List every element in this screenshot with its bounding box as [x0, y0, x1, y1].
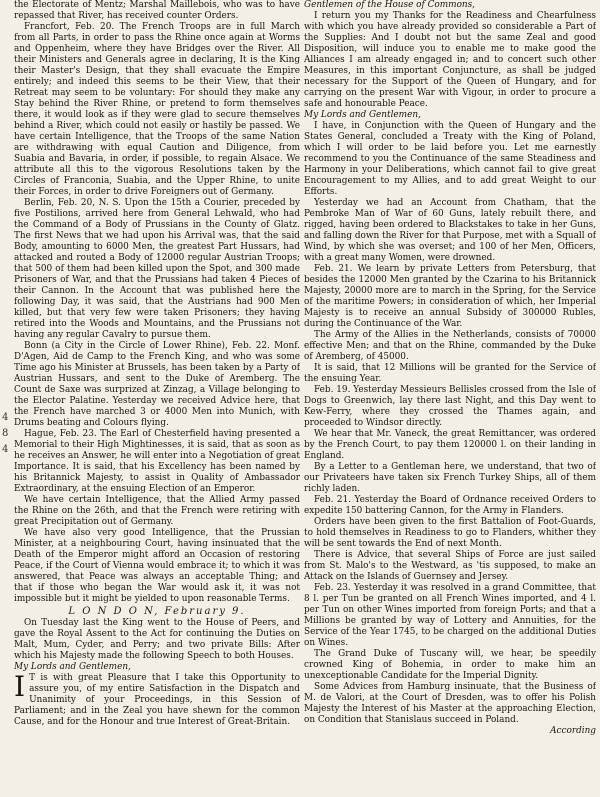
paragraph: Feb. 19. Yesterday Messieurs Bellisles crossed from the Isle of Dogs to Greenwich, lay there last Night, and this Day went to Kew-Ferry, where they crossed the Thames again, and proceeded to Windsor directly. [304, 385, 596, 428]
paragraph: Berlin, Feb. 20, N. S. Upon the 15th a Courier, preceded by five Postilions, arrived here from General Lehwald, who had the Command of a Body of Prussians in the County of Glatz. The first News that we had upon his Arrival was, that the said Body, amounting to 6000 Men, the greatest Part Hussars, had attacked and routed a Body of 12000 regular Austrian Troops; that 500 of them had been killed upon the Spot, and 300 made Prisoners of War, and that the Prussians had taken 4 Pieces of their Cannon. In the Account that was published here the following Day, it was said, that the Austrians had 900 Men killed, but that very few were taken Prisoners; they having retired into the Woods and Mountains, and the Prussians not having any regular Cavalry to pursue them. [14, 198, 300, 340]
catchword: According [550, 726, 596, 736]
paragraph: The Army of the Allies in the Netherlands, consists of 70000 effective Men; and that on the Rhine, commanded by the Duke of Aremberg, of 45000. [304, 330, 596, 362]
right-column [304, 0, 596, 791]
paragraph: Feb. 21. Yesterday the Board of Ordnance received Orders to expedite 150 battering Cannon, for the Army in Flanders. [304, 495, 596, 516]
paragraph: The Grand Duke of Tuscany will, we hear, be speedily crowned King of Bohemia, in order to make him an unexceptionable Candidate for the Imperial Dignity. [304, 649, 596, 681]
salutation: Gentlemen of the House of Commons, [304, 0, 475, 10]
paragraph: Feb. 23. Yesterday it was resolved in a grand Committee, that 8 l. per Tun be granted on all French Wines imported, and 4 l. per Tun on other Wines imported from foreign Ports; and that a Millions be granted by way of Lottery and Annuities, for the Service of the Year 1745, to be charged on the additional Duties on Wines. [304, 583, 596, 648]
paragraph: On Tuesday last the King went to the House of Peers, and gave the Royal Assent to the Act for continuing the Duties on Malt, Mum, Cyder, and Perry; and two private Bills: After which his Majesty made the following Speech to both Houses. [14, 618, 300, 661]
paragraph: Some Advices from Hamburg insinuate, that the Business of M. de Valori, at the Court of Dresden, was to offer his Polish Majesty the Interest of his Master at the approaching Election, on Condition that Stanislaus succeed in Poland. [304, 682, 596, 725]
paragraph: Bonn (a City in the Circle of Lower Rhine), Feb. 22. Monf. D'Agen, Aid de Camp to the French King, and who was some Time ago his Minister at Brussels, has been taken by a Party of Austrian Hussars, and sent to the Duke of Aremberg. The Count de Saxe was surprized at Zinzag, a Village belonging to the Elector Palatine. Yesterday we received Advice here, that the French have marched 3 or 4000 Men into Munich, with Drums beating and Colours flying. [14, 341, 300, 428]
paragraph: We hear that Mr. Vaneck, the great Remittancer, was ordered by the French Court, to pay them 120000 l. on their landing in England. [304, 429, 596, 461]
paragraph [14, 670, 300, 728]
section-heading: L O N D O N, February 9. [68, 606, 246, 617]
paragraph: Feb. 21. We learn by private Letters from Petersburg, that besides the 12000 Men granted by the Czarina to his Britannick Majesty, 20000 more are to march in the Spring, for the Service of the maritime Powers; in consideration of which, her Imperial Majesty is to receive an annual Subsidy of 300000 Rubles, during the Continuance of the War. [304, 264, 596, 329]
paragraph: We have also very good Intelligence, that the Prussian Minister, at a neighbouring Court, having insinuated that the Death of the Emperor might afford an Occasion of restoring Peace, if the Court of Vienna would embrace it; to which it was answered, that Peace was always an acceptable Thing; and that if those who began the War would ask it, it was not impossible but it might be yielded to upon reasonable Terms. [14, 528, 300, 604]
paragraph: I have, in Conjunction with the Queen of Hungary and the States General, concluded a Treaty with the King of Poland, which I will order to be laid before you. Let me earnestly recommend to you the Continuance of the same Steadiness and Harmony in your Deliberations, which cannot fail to give great Encouragement to my Allies, and to add great Weight to our Efforts. [304, 121, 596, 197]
paragraph: We have certain Intelligence, that the Allied Army passed the Rhine on the 26th, and that the French were retiring with great Precipitation out of Germany. [14, 495, 300, 527]
paragraph: There is Advice, that several Ships of Force are just sailed from St. Malo's to the Westward, as 'tis supposed, to make an Attack on the Islands of Guernsey and Jersey. [304, 550, 596, 582]
left-column [14, 0, 300, 791]
paragraph: Hague, Feb. 23. The Earl of Chesterfield having presented a Memorial to their High Mightinesses, it is said, that as soon as he receives an Answer, he will enter into a Negotiation of great Importance. It is said, that his Excellency has been named by his Britannick Majesty, to assist in Quality of Ambassador Extraordinary, at the ensuing Election of an Emperor. [14, 429, 300, 494]
paragraph-text: T is with great Pleasure that I take this Opportunity to assure you, of my entire Satisfaction in the Dispatch and Unanimity of your Proceedings, in this Session of Parliament; and in the Zeal you have shewn for the common Cause, and for the Honour and true Interest of Great-Britain. [14, 673, 300, 727]
drop-cap: I [14, 670, 26, 703]
paragraph: Francfort, Feb. 20. The French Troops are in full March from all Parts, in order to pass the Rhine once again at Worms and Oppenheim, where they have Bridges over the River. All their Ministers and Generals agree in declaring, It is the King their Master's Design, that they shall evacuate the Empire entirely; and indeed this seems to be their View, that their Retreat may seem to be voluntary: For should they make any Stay behind the River Rhine, or pretend to form themselves there, it would look as if they were glad to secure themselves behind a River, which could not easily or hastily be passed. We have certain Intelligence, that the Troops of the same Nation are withdrawing with equal Caution and Diligence, from Suabia and Bavaria, in order, if possible, to regain Alsace. We attribute all this to the vigorous Resolutions taken by the Circles of Franconia, Suabia, and the Upper Rhine, to unite their Forces, in order to drive Foreigners out of Germany. [14, 22, 300, 197]
paragraph: By a Letter to a Gentleman here, we understand, that two of our Privateers have taken six French Turkey Ships, all of them richly laden. [304, 462, 596, 494]
salutation: My Lords and Gentlemen, [14, 662, 131, 672]
paragraph: Orders have been given to the first Battalion of Foot-Guards, to hold themselves in Readiness to go to Flanders, whither they will be sent towards the End of next Month. [304, 517, 596, 549]
paragraph: I return you my Thanks for the Readiness and Chearfulness with which you have already provided so considerable a Part of the Supplies: And I doubt not but the same Zeal and good Disposition, will induce you to enable me to make good the Alliances I am already engaged in; and to concert such other Measures, in this important Conjuncture, as shall be judged necessary for the Support of the Queen of Hungary, and for carrying on the present War with Vigour, in order to procure a safe and honourable Peace. [304, 11, 596, 109]
paragraph: It is said, that 12 Millions will be granted for the Service of the ensuing Year. [304, 363, 596, 384]
margin-handwriting: 4 8 4 [2, 412, 9, 455]
paragraph: Yesterday we had an Account from Chatham, that the Pembroke Man of War of 60 Guns, lately rebuilt there, and rigged, having been ordered to Blackstakes to take in her Guns, and falling down the River for that Purpose, met with a Squall of Wind, by which she was overset; and 100 of her Men, Officers, with a great many Women, were drowned. [304, 198, 596, 263]
paragraph: the Electorate of Mentz; Marshal Maillebois, who was to have repassed that River, has received counter Orders. [14, 0, 300, 21]
salutation: My Lords and Gentlemen, [304, 110, 421, 120]
